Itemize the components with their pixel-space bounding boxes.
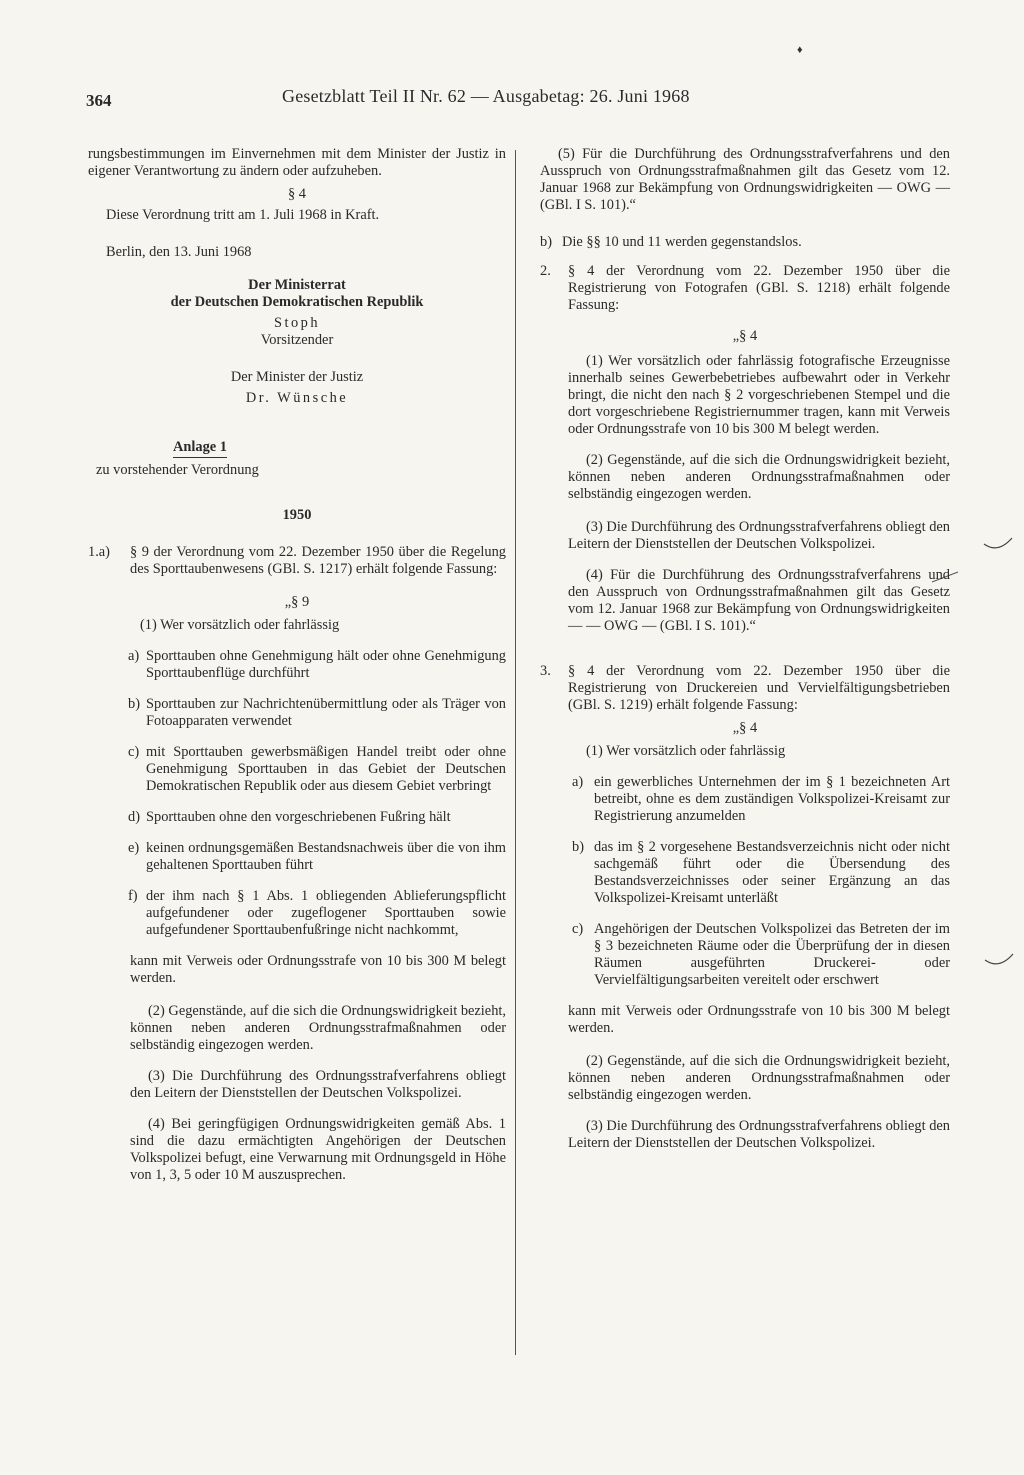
item-text: keinen ordnungsgemäßen Bestandsnachweis über die von ihm gehaltenen Sporttauben führt xyxy=(146,840,506,873)
paragraph: (4) Für die Durchführung des Ordnungsstrafverfahrens und den Ausspruch von Ordnungsstrafmaßnahmen gilt das Gesetz vom 12. Januar 1968 zur Bekämpfung von Ordnungswidrigkeiten — — OWG — (GBl. I S. 101).“ xyxy=(568,567,950,634)
list-item xyxy=(540,663,950,714)
list-item xyxy=(88,888,506,939)
item-label: a) xyxy=(128,648,140,664)
item-text: das im § 2 vorgesehene Bestandsverzeichnis nicht oder nicht sachgemäß führt oder die Übersendung des Bestandsverzeichnisses oder seiner Ergänzung an das Volkspolizei-Kreisamt unterläßt xyxy=(594,839,950,906)
item-label: a) xyxy=(572,774,584,790)
paragraph: (5) Für die Durchführung des Ordnungsstrafverfahrens und den Ausspruch von Ordnungsstrafmaßnahmen gilt das Gesetz vom 12. Januar 1968 zur Bekämpfung von Ordnungswidrigkeiten — OWG — (GBl. I S. 101).“ xyxy=(540,146,950,213)
list-item xyxy=(88,840,506,874)
year-heading: 1950 xyxy=(282,507,312,523)
item-text: mit Sporttauben gewerbsmäßigen Handel treibt oder ohne Genehmigung Sporttauben in das Gebiet der Deutschen Demokratischen Republik oder aus diesem Gebiet verbringt xyxy=(146,744,506,794)
offence-list xyxy=(540,774,950,989)
quote-heading: „§ 4 xyxy=(732,720,758,736)
item-label: 2. xyxy=(540,263,551,279)
paragraph: (2) Gegenstände, auf die sich die Ordnungswidrigkeit bezieht, können neben anderen Ordnungsstrafmaßnahmen oder selbständig eingezogen werden. xyxy=(568,452,950,502)
margin-pen-mark xyxy=(982,534,1014,554)
item-label: 3. xyxy=(540,663,551,679)
right-column xyxy=(540,146,950,1152)
item-label: c) xyxy=(128,744,140,760)
paragraph: (3) Die Durchführung des Ordnungsstrafverfahrens obliegt den Leitern der Dienststellen der Deutschen Volkspolizei. xyxy=(568,519,950,552)
quote-heading: „§ 4 xyxy=(732,328,758,344)
section-heading: § 4 xyxy=(288,186,306,202)
item-text: der ihm nach § 1 Abs. 1 obliegenden Ablieferungspflicht aufgefundener oder zugeflogener Sporttauben sowie aufgefundener Sporttaubenfußringe nicht nachkommt, xyxy=(146,888,506,938)
item-text: Sporttauben zur Nachrichtenübermittlung oder als Träger von Fotoapparaten verwendet xyxy=(146,696,506,729)
paragraph-intro: (1) Wer vorsätzlich oder fahrlässig xyxy=(586,743,786,759)
paragraph-intro: (1) Wer vorsätzlich oder fahrlässig xyxy=(140,617,340,633)
list-item xyxy=(88,544,506,578)
page-number: 364 xyxy=(86,91,112,110)
annex-title: Anlage 1 xyxy=(173,439,227,458)
paragraph: (2) Gegenstände, auf die sich die Ordnungswidrigkeit bezieht, können neben anderen Ordnungsstrafmaßnahmen oder selbständig eingezogen werden. xyxy=(130,1003,506,1053)
item-label: e) xyxy=(128,840,140,856)
list-item xyxy=(88,648,506,682)
running-header: Gesetzblatt Teil II Nr. 62 — Ausgabetag: 26. Juni 1968 xyxy=(282,86,690,106)
item-text: Sporttauben ohne Genehmigung hält oder ohne Genehmigung Sporttaubenflüge durchführt xyxy=(146,648,506,681)
ink-speck-mark: ♦ xyxy=(797,44,803,56)
item-text: § 4 der Verordnung vom 22. Dezember 1950 über die Registrierung von Fotografen (GBl. S. 1218) erhält folgende Fassung: xyxy=(568,263,950,313)
item-label: b) xyxy=(128,696,140,712)
item-label: c) xyxy=(572,921,584,937)
item-text: § 4 der Verordnung vom 22. Dezember 1950 über die Registrierung von Druckereien und Vervielfältigungsbetrieben (GBl. S. 1219) erhält folgende Fassung: xyxy=(568,663,950,713)
list-item xyxy=(540,839,950,907)
paragraph: (4) Bei geringfügigen Ordnungswidrigkeiten gemäß Abs. 1 sind die dazu ermächtigten Angehörigen der Deutschen Volkspolizei befugt, eine Verwarnung mit Ordnungsgeld in Höhe von 1, 3, 5 oder 10 M auszusprechen. xyxy=(130,1116,506,1183)
item-label: b) xyxy=(540,234,552,250)
list-item xyxy=(88,696,506,730)
item-text: § 9 der Verordnung vom 22. Dezember 1950 über die Regelung des Sporttaubenwesens (GBl. S. 1217) erhält folgende Fassung: xyxy=(130,544,506,577)
column-divider xyxy=(515,150,516,1355)
offence-list xyxy=(88,648,506,939)
signer-title: Vorsitzender xyxy=(260,332,334,348)
signer-name: Stoph xyxy=(273,315,321,331)
list-item xyxy=(88,809,506,826)
left-column xyxy=(88,146,506,1184)
item-text: Die §§ 10 und 11 werden gegenstandslos. xyxy=(562,234,802,250)
item-label: b) xyxy=(572,839,584,855)
list-item xyxy=(88,744,506,795)
signatory-body: der Deutschen Demokratischen Republik xyxy=(170,294,424,310)
item-text: Angehörigen der Deutschen Volkspolizei das Betreten der im § 3 bezeichneten Räume oder die Überprüfung der in diesen Räumen ausgeführten Druckerei- oder Vervielfältigungsarbeiten vereitelt oder erschwert xyxy=(594,921,950,988)
item-label: 1.a) xyxy=(88,544,110,560)
place-date: Berlin, den 13. Juni 1968 xyxy=(106,244,252,260)
paragraph: (3) Die Durchführung des Ordnungsstrafverfahrens obliegt den Leitern der Dienststellen der Deutschen Volkspolizei. xyxy=(130,1068,506,1101)
section-text: Diese Verordnung tritt am 1. Juli 1968 in Kraft. xyxy=(106,207,380,223)
margin-pen-mark xyxy=(983,950,1015,970)
paragraph: (3) Die Durchführung des Ordnungsstrafverfahrens obliegt den Leitern der Dienststellen der Deutschen Volkspolizei. xyxy=(568,1118,950,1151)
list-item xyxy=(540,921,950,989)
annex-title-wrap xyxy=(88,439,506,458)
item-text: ein gewerbliches Unternehmen der im § 1 bezeichneten Art betreibt, ohne es dem zuständigen Volkspolizei-Kreisamt zur Registrierung anzumelden xyxy=(594,774,950,824)
penalty-text: kann mit Verweis oder Ordnungsstrafe von 10 bis 300 M belegt werden. xyxy=(130,953,506,986)
list-item xyxy=(540,774,950,825)
continuation-paragraph: rungsbestimmungen im Einvernehmen mit dem Minister der Justiz in eigener Verantwortung zu ändern oder aufzuheben. xyxy=(88,146,506,179)
signer-title: Der Minister der Justiz xyxy=(230,369,364,385)
item-text: Sporttauben ohne den vorgeschriebenen Fußring hält xyxy=(146,809,451,825)
penalty-text: kann mit Verweis oder Ordnungsstrafe von 10 bis 300 M belegt werden. xyxy=(568,1003,950,1036)
quote-heading: „§ 9 xyxy=(284,594,310,610)
list-item xyxy=(540,234,950,251)
item-label: f) xyxy=(128,888,138,904)
signer-name: Dr. Wünsche xyxy=(245,390,349,406)
list-item xyxy=(540,263,950,314)
signatory-body: Der Ministerrat xyxy=(248,277,346,293)
paragraph: (2) Gegenstände, auf die sich die Ordnungswidrigkeit bezieht, können neben anderen Ordnungsstrafmaßnahmen oder selbständig eingezogen werden. xyxy=(568,1053,950,1103)
paragraph: (1) Wer vorsätzlich oder fahrlässig fotografische Erzeugnisse innerhalb seines Gewerbebetriebes aufbewahrt oder in Verkehr bringt, die nicht den nach § 2 vorgeschriebenen Stempel und die dort vorgeschriebene Registriernummer tragen, kann mit Verweis oder Ordnungsstrafe von 10 bis 300 M belegt werden. xyxy=(568,353,950,437)
annex-subtitle: zu vorstehender Verordnung xyxy=(96,462,259,478)
item-label: d) xyxy=(128,809,140,825)
